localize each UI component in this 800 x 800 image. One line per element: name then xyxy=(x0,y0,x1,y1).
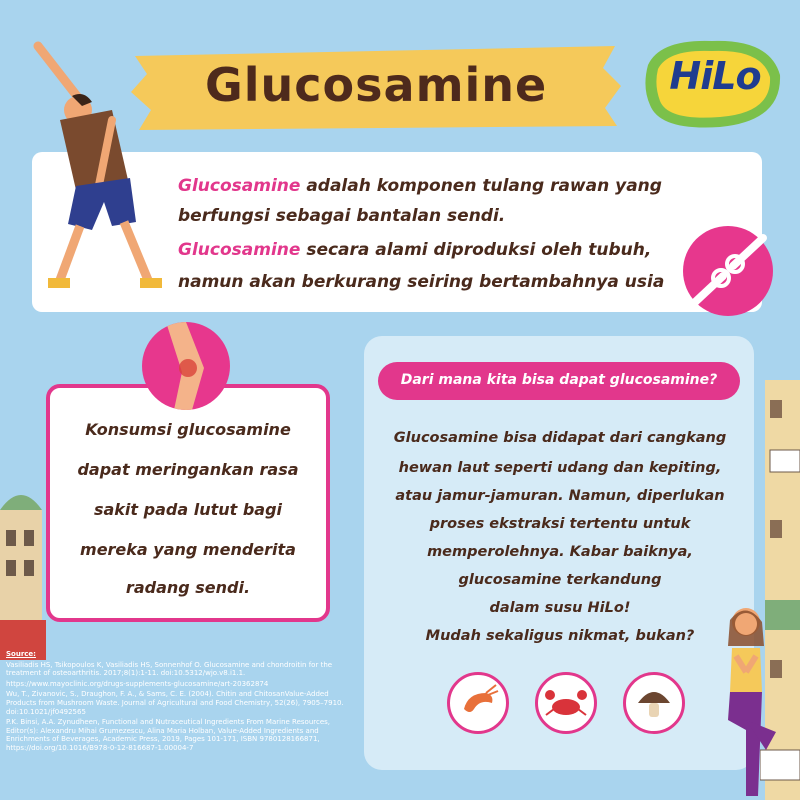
joint-icon xyxy=(683,226,773,316)
city-building-left-illustration xyxy=(0,480,50,660)
crab-icon-circle xyxy=(535,672,597,734)
page-title: Glucosamine xyxy=(205,58,548,112)
sources-title: Source: xyxy=(6,650,36,658)
sources-block xyxy=(6,650,351,755)
shrimp-icon-circle xyxy=(447,672,509,734)
crab-icon xyxy=(538,675,594,731)
right-card-line-3: atau jamur-jamuran. Namun, diperlukan xyxy=(395,488,725,504)
left-card-line-1: Konsumsi glucosamine xyxy=(85,420,291,439)
stretching-person-illustration xyxy=(20,40,190,300)
brand-name: HiLo xyxy=(669,54,761,98)
info-line-4: namun akan berkurang seiring bertambahnya usia xyxy=(178,272,665,292)
left-card-line-3: sakit pada lutut bagi xyxy=(93,500,283,519)
left-card-line-5: radang sendi. xyxy=(125,578,251,597)
source-item-2: https://www.mayoclinic.org/drugs-supplements-glucosamine/art-20362874 xyxy=(6,679,269,688)
source-item-1: Vasiliadis HS, Tsikopoulos K, Vasiliadis HS, Sonnenhof O. Glucosamine and chondroitin for the treatment of osteoarthritis. 2017;8(1):1-11. doi:10.5312/wjo.v8.i1.1. xyxy=(6,660,333,678)
info-highlight-1: Glucosamine xyxy=(178,176,301,196)
mushroom-icon-circle xyxy=(623,672,685,734)
info-highlight-2: Glucosamine xyxy=(178,240,301,260)
right-card-line-5: memperolehnya. Kabar baiknya, xyxy=(427,544,693,560)
left-card-line-2: dapat meringankan rasa xyxy=(77,460,299,479)
source-item-3: Wu, T., Zivanovic, S., Draughon, F. A., & Sams, C. E. (2004). Chitin and ChitosanValue-Added Products from Mushroom Waste. Journal of Agricultural and Food Chemistry, 52(26), 7905–7910. doi:10.1021/jf0492565 xyxy=(6,690,344,716)
info-text-1: adalah komponen tulang rawan yang xyxy=(300,176,662,196)
right-card-line-7: dalam susu HiLo! xyxy=(489,600,631,616)
mushroom-icon xyxy=(626,675,682,731)
right-card-line-1: Glucosamine bisa didapat dari cangkang xyxy=(393,430,727,446)
knee-icon xyxy=(142,322,230,410)
right-card-line-6: glucosamine terkandung xyxy=(458,572,662,588)
left-card-line-4: mereka yang menderita xyxy=(80,540,296,559)
question-text: Dari mana kita bisa dapat glucosamine? xyxy=(400,372,718,388)
info-line-3 xyxy=(178,240,651,260)
info-line-1 xyxy=(178,176,662,196)
yoga-person-illustration xyxy=(706,600,796,800)
source-item-4: P.K. Binsi, A.A. Zynudheen, Functional and Nutraceutical Ingredients From Marine Resources, Editor(s): Alexandru Mihai Grumezescu, Alina Maria Holban, Value-Added Ingredients and Enrichments of Beverages, Academic Press, 2019, Pages 101-171, ISBN 9780128166871, https://doi.org/10.1016/B978-0-12-816687-1.00004-7 xyxy=(6,718,331,752)
right-card-line-2: hewan laut seperti udang dan kepiting, xyxy=(398,460,722,476)
right-card-line-4: proses ekstraksi tertentu untuk xyxy=(429,516,691,532)
info-line-2: berfungsi sebagai bantalan sendi. xyxy=(178,206,506,226)
shrimp-icon xyxy=(450,675,506,731)
right-card-line-8: Mudah sekaligus nikmat, bukan? xyxy=(425,628,695,644)
knee-icon-circle xyxy=(142,322,230,410)
joint-icon-circle xyxy=(683,226,773,316)
info-text-3: secara alami diproduksi oleh tubuh, xyxy=(300,240,652,260)
